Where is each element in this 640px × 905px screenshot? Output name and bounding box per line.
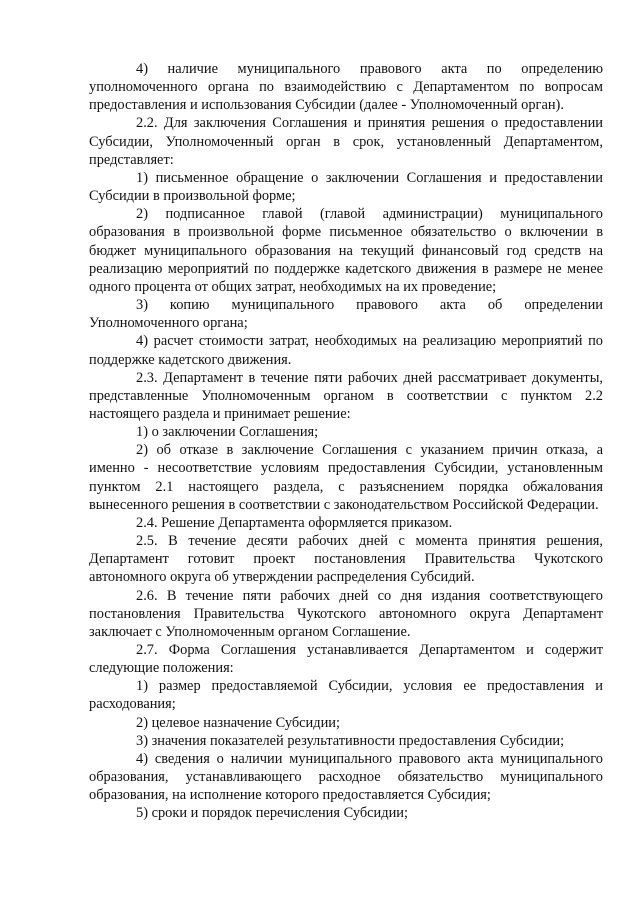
document-page	[89, 60, 603, 823]
paragraph: 2.6. В течение пяти рабочих дней со дня издания соответствующего постановления Правительства Чукотского автономного округа Департамент заключает с Уполномоченным органом Соглашение.	[89, 587, 603, 640]
paragraph: 2.2. Для заключения Соглашения и принятия решения о предоставлении Субсидии, Уполномоченный орган в срок, установленный Департаментом, представляет:	[89, 115, 603, 168]
paragraph: 2.7. Форма Соглашения устанавливается Департаментом и содержит следующие положения:	[89, 642, 603, 677]
paragraph: 2) об отказе в заключение Соглашения с указанием причин отказа, а именно - несоответствие условиям предоставления Субсидии, установленным пунктом 2.1 настоящего раздела, с разъяснением порядка обжалования вынесенного решения в соответствии с законодательством Российской Федерации.	[89, 442, 603, 513]
paragraph: 1) письменное обращение о заключении Соглашения и предоставлении Субсидии в произвольной форме;	[89, 169, 603, 205]
paragraph: 4) наличие муниципального правового акта по определению уполномоченного органа по взаимодействию с Департаментом по вопросам предоставления и использования Субсидии (далее - Уполномоченный орган).	[89, 61, 603, 114]
paragraph: 2.4. Решение Департамента оформляется приказом.	[136, 514, 453, 531]
paragraph: 1) о заключении Соглашения;	[136, 424, 319, 441]
paragraph: 2) целевое назначение Субсидии;	[136, 714, 340, 731]
paragraph: 2) подписанное главой (главой администрации) муниципального образования в произвольной форме письменное обязательство о включении в бюджет муниципального образования на текущий финансовый год средств на реализацию мероприятий по поддержке кадетского движения в размере не менее одного процента от общих затрат, необходимых на их проведение;	[89, 206, 603, 295]
paragraph: 1) размер предоставляемой Субсидии, условия ее предоставления и расходования;	[89, 678, 603, 713]
paragraph: 2.3. Департамент в течение пяти рабочих дней рассматривает документы, представленные Уполномоченным органом в соответствии с пунктом 2.2 настоящего раздела и принимает решение:	[89, 369, 603, 422]
paragraph: 3) копию муниципального правового акта об определении Уполномоченного органа;	[89, 297, 603, 332]
paragraph: 2.5. В течение десяти рабочих дней с момента принятия решения, Департамент готовит проект постановления Правительства Чукотского автономного округа об утверждении распределения Субсидий.	[89, 533, 603, 586]
paragraph: 4) расчет стоимости затрат, необходимых на реализацию мероприятий по поддержке кадетского движения.	[89, 333, 603, 368]
paragraph: 3) значения показателей результативности предоставления Субсидии;	[136, 732, 565, 749]
paragraph: 4) сведения о наличии муниципального правового акта муниципального образования, устанавливающего расходное обязательство муниципального образования, на исполнение которого предоставляется Субсидия;	[89, 750, 603, 804]
paragraph: 5) сроки и порядок перечисления Субсидии;	[136, 805, 408, 822]
